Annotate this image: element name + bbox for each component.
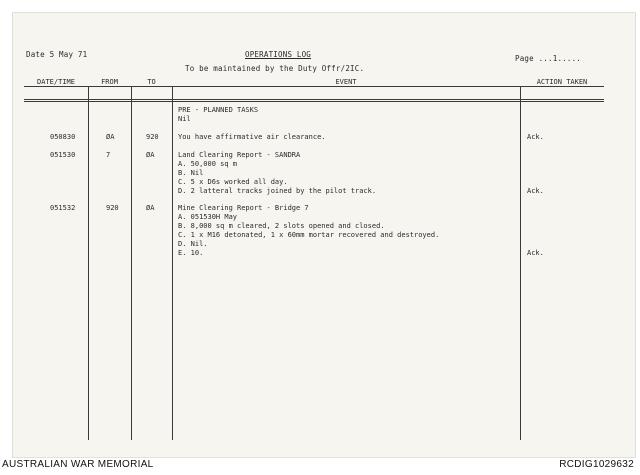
- entry-time: 051530: [50, 151, 76, 159]
- log-title: OPERATIONS LOG: [245, 50, 312, 59]
- col-header-to: TO: [147, 78, 156, 86]
- col-divider-2: [131, 86, 132, 440]
- table-top-rule: [24, 86, 604, 87]
- entry-from: ØA: [106, 133, 115, 141]
- entry-event-line: B. Nil: [178, 169, 204, 177]
- intro-heading: PRE - PLANNED TASKS: [178, 106, 259, 114]
- entry-event-line: A. 051530H May: [178, 213, 238, 221]
- entry-time: 050830: [50, 133, 76, 141]
- col-divider-1: [88, 86, 89, 440]
- intro-body: Nil: [178, 115, 191, 123]
- entry-to: 920: [146, 133, 159, 141]
- entry-event-line: You have affirmative air clearance.: [178, 133, 326, 141]
- entry-event-line: B. 8,000 sq m cleared, 2 slots opened and closed.: [178, 222, 385, 230]
- entry-action: Ack.: [527, 133, 544, 141]
- table-header-rule-2: [24, 101, 604, 102]
- col-header-from: FROM: [101, 78, 118, 86]
- entry-event-line: Mine Clearing Report - Bridge 7: [178, 204, 309, 212]
- col-header-datetime: DATE/TIME: [37, 78, 75, 86]
- entry-to: ØA: [146, 151, 155, 159]
- page-number: Page ...1.....: [515, 54, 582, 63]
- entry-event-line: E. 10.: [178, 249, 204, 257]
- entry-action: Ack.: [527, 187, 544, 195]
- entry-from: 920: [106, 204, 119, 212]
- log-date: Date 5 May 71: [26, 50, 88, 59]
- entry-event-line: A. 50,000 sq m: [178, 160, 238, 168]
- col-header-event: EVENT: [335, 78, 357, 86]
- entry-time: 051532: [50, 204, 76, 212]
- entry-event-line: C. 5 x D6s worked all day.: [178, 178, 288, 186]
- col-divider-3: [172, 86, 173, 440]
- entry-from: 7: [106, 151, 111, 159]
- table-header-rule: [24, 99, 604, 100]
- log-subtitle: To be maintained by the Duty Offr/2IC.: [185, 64, 365, 73]
- entry-action: Ack.: [527, 249, 544, 257]
- entry-to: ØA: [146, 204, 155, 212]
- col-divider-4: [520, 86, 521, 440]
- archive-id: RCDIG1029632: [559, 459, 634, 470]
- col-header-action: ACTION TAKEN: [536, 78, 588, 86]
- entry-event-line: Land Clearing Report - SANDRA: [178, 151, 301, 159]
- entry-event-line: D. 2 latteral tracks joined by the pilot track.: [178, 187, 377, 195]
- entry-event-line: D. Nil.: [178, 240, 208, 248]
- archive-credit: AUSTRALIAN WAR MEMORIAL: [2, 459, 154, 470]
- entry-event-line: C. 1 x M16 detonated, 1 x 60mm mortar recovered and destroyed.: [178, 231, 440, 239]
